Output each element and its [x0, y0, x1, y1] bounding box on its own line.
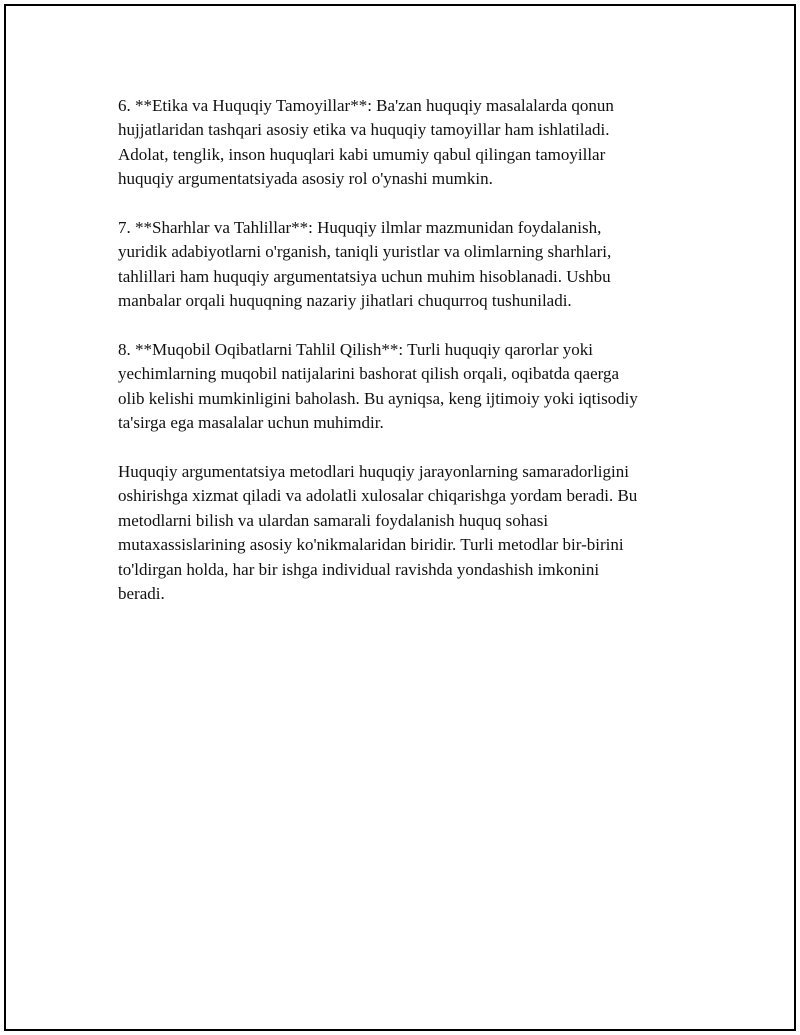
paragraph-ethics-principles: [118, 94, 698, 192]
text-line: huquqiy argumentatsiyada asosiy rol o'ynashi mumkin.: [118, 169, 493, 189]
text-line: yuridik adabiyotlarni o'rganish, taniqli yuristlar va olimlarning sharhlari,: [118, 242, 612, 262]
text-line: 6. **Etika va Huquqiy Tamoyillar**: Ba'zan huquqiy masalalarda qonun: [118, 96, 614, 115]
document-body: [118, 94, 698, 631]
text-line: metodlarni bilish va ulardan samarali foydalanish huquq sohasi: [118, 510, 549, 530]
document-page: [4, 4, 796, 1031]
text-line: manbalar orqali huquqning nazariy jihatlari chuqurroq tushuniladi.: [118, 291, 572, 311]
text-line: tahlillari ham huquqiy argumentatsiya uchun muhim hisoblanadi. Ushbu: [118, 266, 611, 286]
text-line: ta'sirga ega masalalar uchun muhimdir.: [118, 413, 384, 433]
text-line: mutaxassislarining asosiy ko'nikmalaridan biridir. Turli metodlar bir-birini: [118, 535, 624, 555]
paragraph-commentaries-analyses: [118, 216, 698, 314]
text-line: 7. **Sharhlar va Tahlillar**: Huquqiy ilmlar mazmunidan foydalanish,: [118, 218, 602, 238]
text-line: olib kelishi mumkinligini baholash. Bu ayniqsa, keng ijtimoiy yoki iqtisodiy: [118, 388, 638, 408]
text-line: beradi.: [118, 584, 165, 604]
text-line: Huquqiy argumentatsiya metodlari huquqiy jarayonlarning samaradorligini: [118, 462, 629, 482]
text-line: yechimlarning muqobil natijalarini bashorat qilish orqali, oqibatda qaerga: [118, 364, 620, 384]
paragraph-conclusion: [118, 460, 698, 606]
text-line: hujjatlaridan tashqari asosiy etika va huquqiy tamoyillar ham ishlatiladi.: [118, 120, 610, 140]
text-line: 8. **Muqobil Oqibatlarni Tahlil Qilish**: Turli huquqiy qarorlar yoki: [118, 340, 593, 360]
text-line: oshirishga xizmat qiladi va adolatli xulosalar chiqarishga yordam beradi. Bu: [118, 486, 638, 506]
text-line: Adolat, tenglik, inson huquqlari kabi umumiy qabul qilingan tamoyillar: [118, 144, 606, 164]
paragraph-alternative-consequences: [118, 338, 698, 436]
text-line: to'ldirgan holda, har bir ishga individual ravishda yondashish imkonini: [118, 559, 600, 579]
